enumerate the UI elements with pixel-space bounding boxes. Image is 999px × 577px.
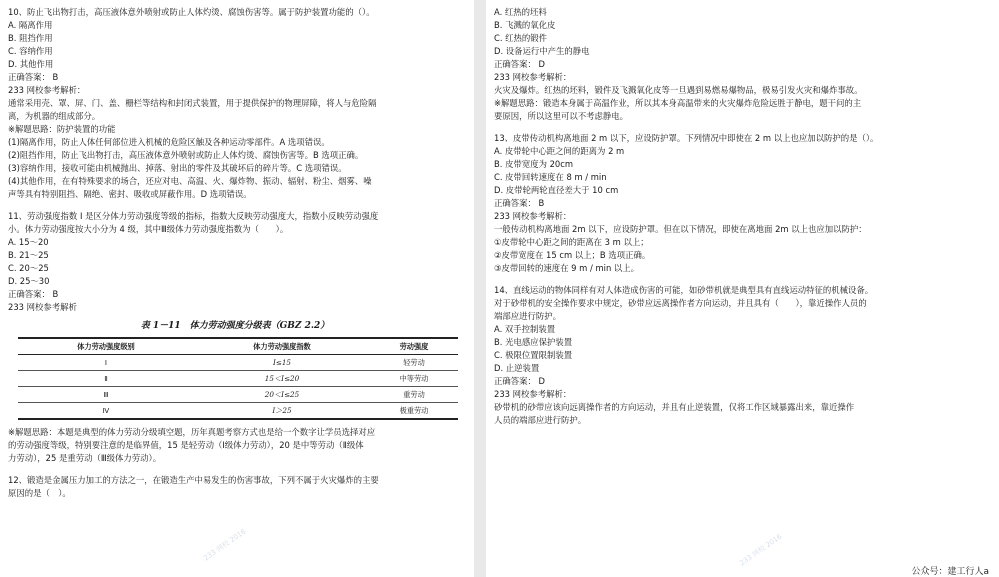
table-cell: Ⅳ [102,406,110,415]
table-header-cell: 体力劳动强度指数 [253,342,311,351]
text-line: D. 皮带轮两轮直径差大于 10 cm [494,185,619,195]
text-line: 10、防止飞出物打击，高压液体意外喷射或防止人体灼烫、腐蚀伤害等。属于防护装置功能的（）。 [8,7,375,17]
text-line: 正确答案： B [8,289,59,299]
table-header-row [18,338,458,355]
text-line: C. 20～25 [8,263,49,273]
text-line: 233 网校参考解析 [8,302,77,312]
table-cell: I＞25 [272,406,292,415]
left-page-body [0,0,474,577]
text-line: C. 极限位置限制装置 [494,350,573,360]
text-line: D. 其他作用 [8,59,54,69]
text-line: ※解题思路：锻造本身属于高温作业，所以其本身高温带来的火灾爆炸危险远胜于静电，题干问的主 [494,98,862,108]
text-line: 233 网校参考解析： [494,211,572,221]
text-line: ※解题思路：防护装置的功能 [8,124,116,134]
text-line: D. 设备运行中产生的静电 [494,46,590,56]
text-line: 的劳动强度等级，特别要注意的是临界值，15 是轻劳动（Ⅰ级体力劳动），20 是中等劳动（Ⅱ级体 [8,440,364,450]
text-line: 火灾及爆炸。红热的坯料，锻件及飞溅氧化皮等一旦遇到易燃易爆物品，极易引发火灾和爆炸事故。 [494,85,863,95]
text-line: 对于砂带机的安全操作要求中规定，砂带应远离操作者方向运动，并且具有（ ），靠近操作人员的 [494,298,867,308]
text-line: 小。体力劳动强度按大小分为 4 级，其中Ⅲ级体力劳动强度指数为（ ）。 [8,224,289,234]
text-line: 233 网校参考解析： [494,72,572,82]
table-cell: 中等劳动 [399,374,429,383]
text-line: 14、直线运动的物体同样有对人体造成伤害的可能，如砂带机就是典型具有直线运动特征的机械设备。 [494,285,874,295]
text-line: C. 容纳作用 [8,46,53,56]
text-line: 原因的是（ ）。 [8,488,71,498]
table-header-cell: 劳动强度 [399,342,429,351]
table-cell: Ⅱ [104,374,108,383]
text-line: A. 红热的坯料 [494,7,547,17]
table-row [18,355,458,371]
right-page [486,0,999,577]
table-row [18,403,458,420]
text-line: A. 15～20 [8,237,49,247]
table-row [18,371,458,387]
text-line: (3)容纳作用，接收可能由机械抛出、掉落、射出的零件及其破坏后的碎片等。C 选项错误。 [8,163,347,173]
text-line: 人员的端部应进行防护。 [494,415,587,425]
text-line: ③皮带回转的速度在 9 m / min 以上。 [494,263,640,273]
spacer [494,123,987,132]
text-line: A. 双手控制装置 [494,324,556,334]
text-line: 正确答案： D [494,376,545,386]
text-line: D. 止逆装置 [494,363,540,373]
right-page-body [486,0,999,577]
table-cell: 重劳动 [403,390,425,399]
text-line: 12、锻造是金属压力加工的方法之一，在锻造生产中易发生的伤害事故，下列不属于火灾爆炸的主要 [8,475,379,485]
page-gutter [474,0,486,577]
text-line: 声等具有特别阻挡、隔绝、密封、吸收或屏蔽作用。D 选项错误。 [8,189,252,199]
table-header-cell: 体力劳动强度级别 [77,342,135,351]
text-line: B. 阻挡作用 [8,33,53,43]
table-caption: 表 1－11 体力劳动强度分级表（GBZ 2.2） [140,321,330,331]
text-line: 13、皮带传动机构离地面 2 m 以下，应设防护罩。下列情况中即使在 2 m 以上也应加以防护的是（）。 [494,133,879,143]
left-page [0,0,474,577]
text-line: B. 飞溅的氧化皮 [494,20,556,30]
text-line: D. 25～30 [8,276,50,286]
text-line: B. 皮带宽度为 20cm [494,159,574,169]
watermark: 233 网校 2016 [202,527,248,563]
text-line: C. 红热的锻件 [494,33,548,43]
text-line: C. 皮带回转速度在 8 m / min [494,172,607,182]
table-cell: I≤15 [272,358,291,367]
table-cell: 15＜I≤20 [264,374,300,383]
text-line: A. 隔离作用 [8,20,53,30]
text-line: ※解题思路：本题是典型的体力劳动分级填空题，历年真题考察方式也是给一个数字让学员选择对应 [8,427,376,437]
text-line: 通常采用壳、罩、屏、门、盖、栅栏等结构和封闭式装置，用于提供保护的物理屏障，将人与危险隔 [8,98,377,108]
table-cell: Ⅲ [103,390,109,399]
text-line: 233 网校参考解析： [8,85,86,95]
text-line: 端部应进行防护。 [494,311,561,321]
spacer [494,275,987,284]
text-line: 力劳动），25 是重劳动（Ⅲ级体力劳动）。 [8,453,162,463]
text-line: 砂带机的砂带应该向远离操作者的方向运动，并且有止逆装置，仅将工作区域暴露出来，靠近操作 [494,402,855,412]
text-line: (4)其他作用，在有特殊要求的场合，还应对电、高温、火、爆炸物、振动、辐射、粉尘、烟雾、噪 [8,176,372,186]
text-line: ②皮带宽度在 15 cm 以上；B 选项正确。 [494,250,651,260]
labor-intensity-table [18,337,458,420]
text-line: B. 21～25 [8,250,49,260]
text-line: A. 皮带轮中心距之间的距离为 2 m [494,146,625,156]
text-line: 233 网校参考解析： [494,389,572,399]
table-cell: Ⅰ [104,358,108,367]
table-cell: 20＜I≤25 [264,390,300,399]
spacer [8,201,462,210]
table-row [18,387,458,403]
watermark: 233 网校 2016 [738,532,784,568]
text-line: 11、劳动强度指数 I 是区分体力劳动强度等级的指标，指数大反映劳动强度大，指数小反映劳动强度 [8,211,379,221]
text-line: 要原因，所以这里可以不考虑静电。 [494,111,628,121]
text-line: 离，为机器的组成部分。 [8,111,101,121]
text-line: 正确答案： B [8,72,59,82]
spacer [8,465,462,474]
text-line: 一般传动机构离地面 2m 以下，应设防护罩。但在以下情况，即使在离地面 2m 以上也应加以防护： [494,224,867,234]
footer-credit: 公众号：建工行人a [907,564,993,577]
text-line: 正确答案： D [494,59,545,69]
table-cell: 轻劳动 [403,358,425,367]
text-line: B. 光电感应保护装置 [494,337,573,347]
text-line: (2)阻挡作用，防止飞出物打击，高压液体意外喷射或防止人体灼烫、腐蚀伤害等。B 选项正确。 [8,150,364,160]
text-line: (1)隔离作用，防止人体任何部位进入机械的危险区触及各种运动零部件。A 选项错误。 [8,137,330,147]
text-line: 正确答案： B [494,198,545,208]
text-line: ①皮带轮中心距之间的距离在 3 m 以上； [494,237,649,247]
table-cell: 极重劳动 [399,406,429,415]
